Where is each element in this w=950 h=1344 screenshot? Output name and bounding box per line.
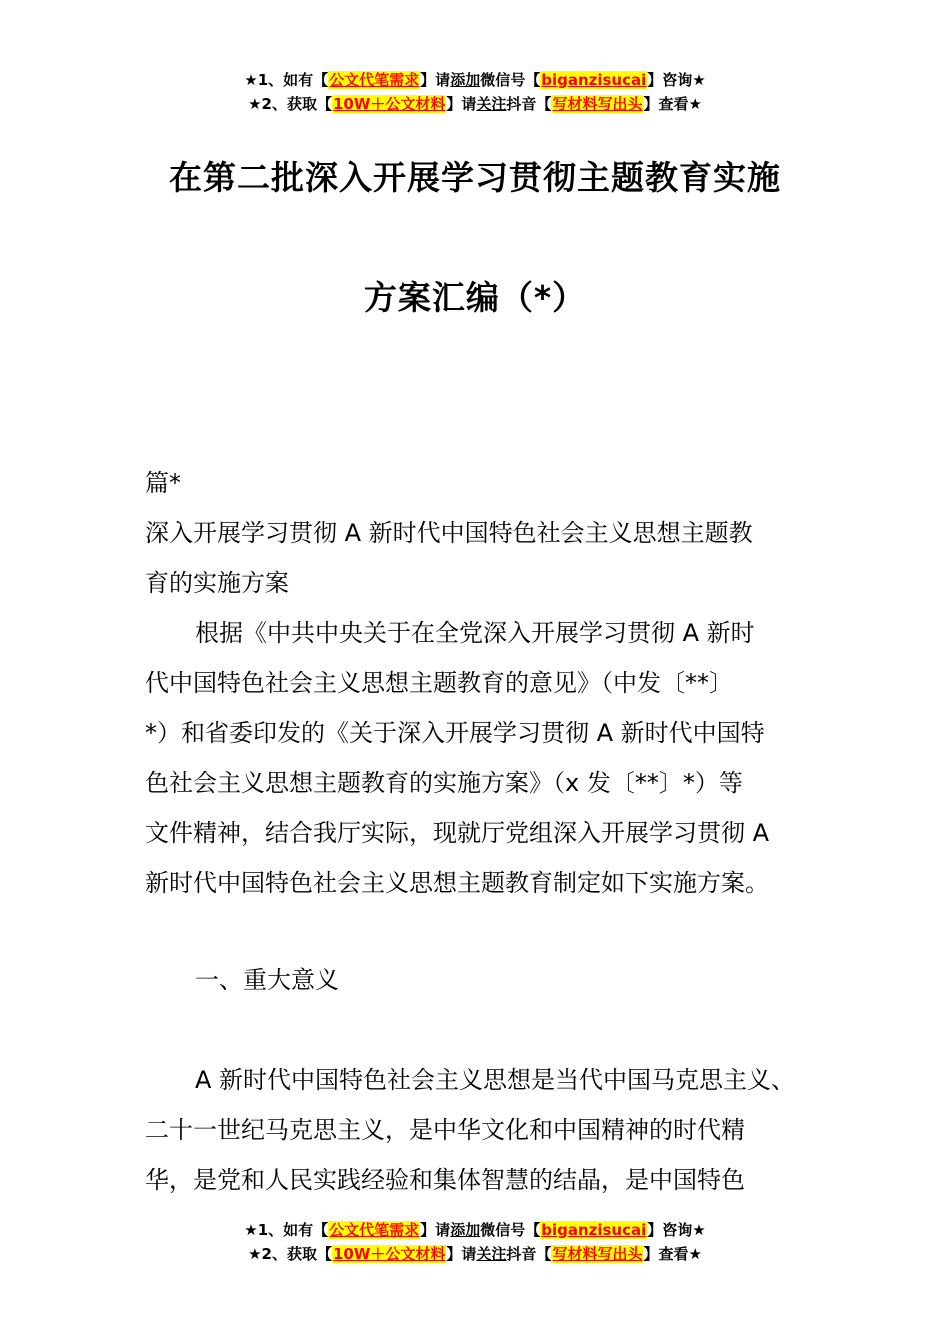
promo-text: 抖音【 <box>506 1245 552 1263</box>
promo-text: ★2、获取【 <box>248 95 332 113</box>
subtitle-line: 育的实施方案 <box>145 569 289 597</box>
paragraph-line: 代中国特色社会主义思想主题教育的意见》（中发〔**〕 <box>145 669 733 697</box>
promo-text: 微信号【 <box>480 1221 541 1239</box>
promo-wechat-id: biganzisucai <box>541 1221 647 1239</box>
promo-text: 微信号【 <box>480 71 541 89</box>
promo-text: 】查看★ <box>643 95 702 113</box>
promo-text: 】请 <box>420 71 451 89</box>
promo-highlight: 公文代笔需求 <box>329 1221 420 1239</box>
promo-text: 】咨询★ <box>647 71 706 89</box>
paragraph-line: 文件精神，结合我厅实际，现就厅党组深入开展学习贯彻 A <box>145 819 770 847</box>
promo-text: ★1、如有【 <box>244 1221 329 1239</box>
promo-emphasis: 关注 <box>476 95 507 113</box>
promo-text: ★1、如有【 <box>244 71 329 89</box>
promo-douyin-id: 写材料写出头 <box>552 95 643 113</box>
promo-highlight: 10W＋公文材料 <box>332 1245 446 1263</box>
promo-emphasis: 添加 <box>450 1221 481 1239</box>
promo-wechat-id: biganzisucai <box>541 71 647 89</box>
paragraph-line: *）和省委印发的《关于深入开展学习贯彻 A 新时代中国特 <box>145 719 765 747</box>
promo-banner-top <box>0 68 950 116</box>
document-title-line-1: 在第二批深入开展学习贯彻主题教育实施 <box>169 158 781 197</box>
promo-text: ★2、获取【 <box>248 1245 332 1263</box>
section-heading-block <box>145 955 810 1005</box>
promo-banner-bottom <box>0 1218 950 1266</box>
promo-text: 抖音【 <box>506 95 552 113</box>
promo-line-2 <box>0 92 950 116</box>
subtitle-line: 深入开展学习贯彻 A 新时代中国特色社会主义思想主题教 <box>145 519 753 547</box>
section-heading: 一、重大意义 <box>195 966 339 994</box>
paragraph-line: 华，是党和人民实践经验和集体智慧的结晶，是中国特色 <box>145 1166 745 1194</box>
promo-text: 】查看★ <box>643 1245 702 1263</box>
promo-text: 】咨询★ <box>647 1221 706 1239</box>
promo-text: 】请 <box>446 1245 477 1263</box>
promo-douyin-id: 写材料写出头 <box>552 1245 643 1263</box>
paragraph-line: 根据《中共中央关于在全党深入开展学习贯彻 A 新时 <box>195 619 755 647</box>
promo-text: 】请 <box>446 95 477 113</box>
promo-highlight: 公文代笔需求 <box>329 71 420 89</box>
promo-emphasis: 添加 <box>450 71 481 89</box>
paragraph-line: 色社会主义思想主题教育的实施方案》（x 发〔**〕*）等 <box>145 769 743 797</box>
document-body <box>145 458 810 908</box>
promo-line-1 <box>0 1218 950 1242</box>
promo-text: 】请 <box>420 1221 451 1239</box>
promo-line-2 <box>0 1242 950 1266</box>
promo-line-1 <box>0 68 950 92</box>
paragraph-line: 新时代中国特色社会主义思想主题教育制定如下实施方案。 <box>145 869 769 897</box>
document-title-line-2: 方案汇编（*） <box>363 278 587 317</box>
section-label: 篇* <box>145 469 181 497</box>
paragraph-line: A 新时代中国特色社会主义思想是当代中国马克思主义、 <box>195 1066 796 1094</box>
paragraph-block <box>145 1055 810 1205</box>
promo-emphasis: 关注 <box>476 1245 507 1263</box>
promo-highlight: 10W＋公文材料 <box>332 95 446 113</box>
paragraph-line: 二十一世纪马克思主义，是中华文化和中国精神的时代精 <box>145 1116 745 1144</box>
